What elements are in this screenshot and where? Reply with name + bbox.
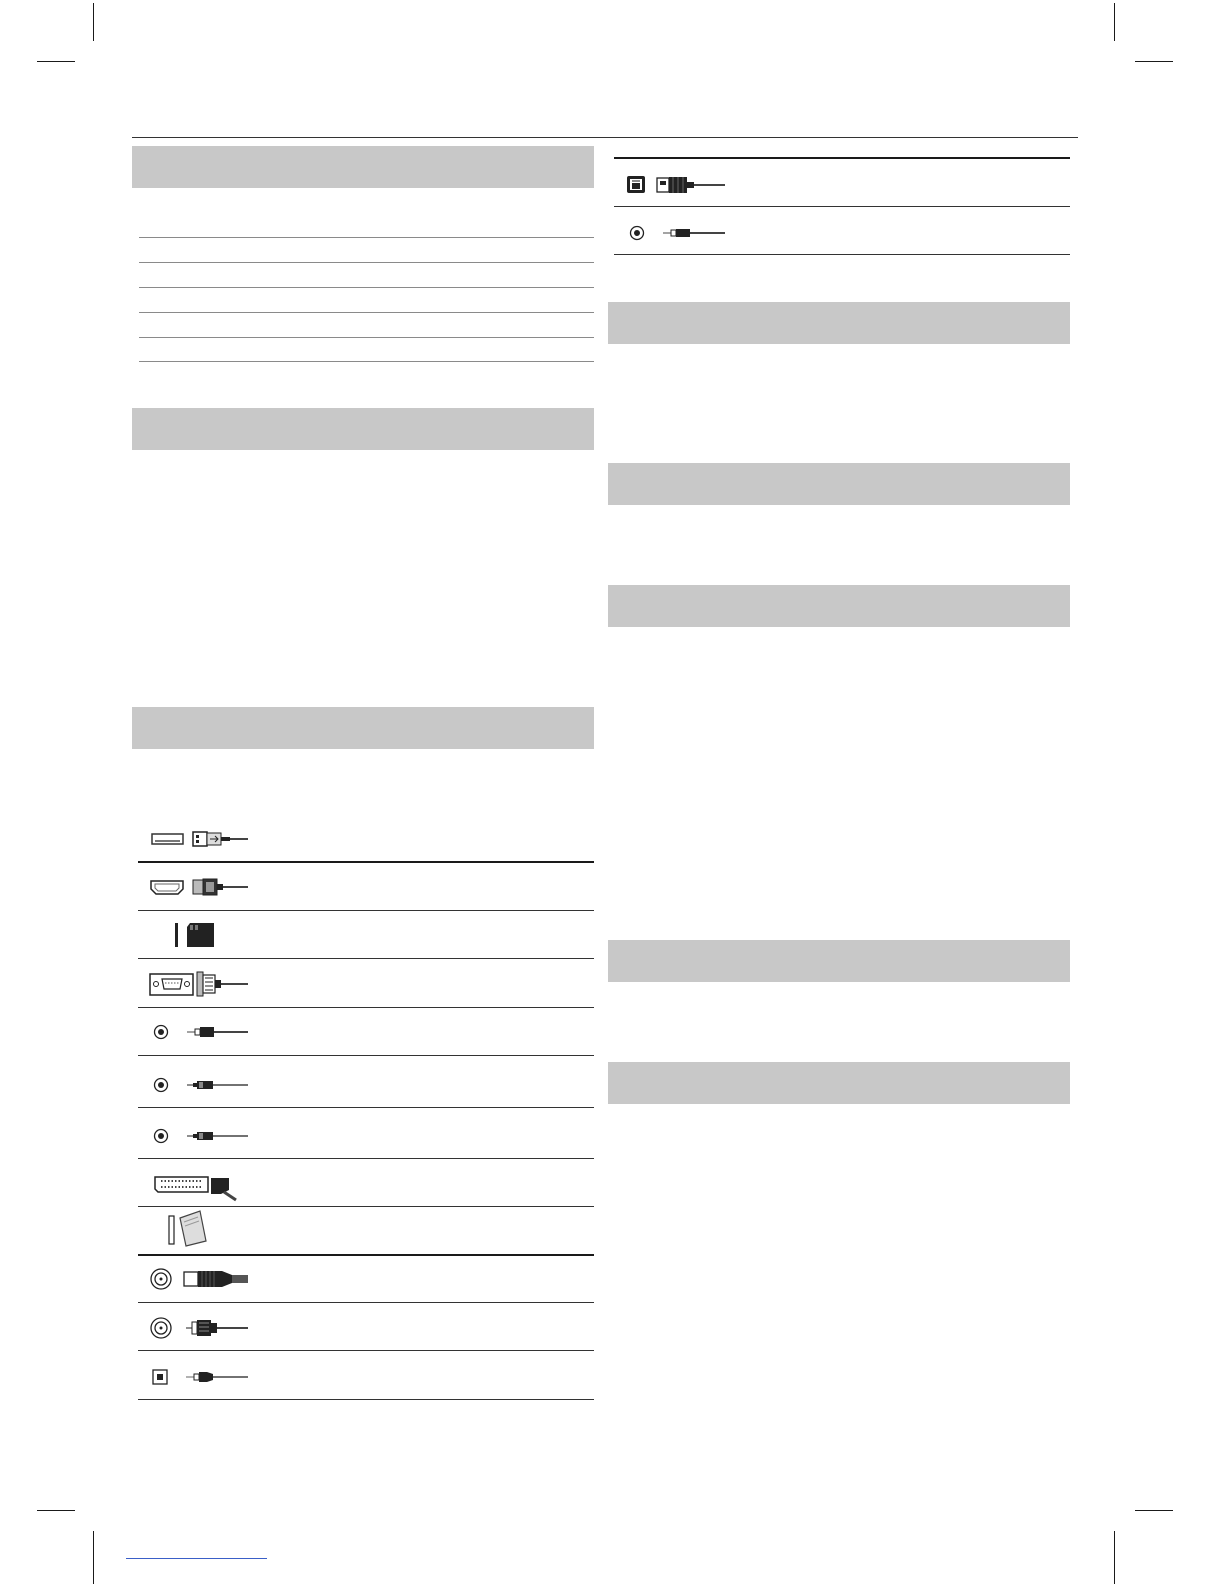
- section-bar-8: [608, 1062, 1070, 1104]
- ci-card-slot-icon: [140, 1208, 260, 1248]
- lan-ethernet-port-icon: [616, 169, 736, 201]
- spec-table-rule: [139, 312, 594, 313]
- scart-port-icon: [140, 1170, 260, 1202]
- section-bar-3: [132, 707, 594, 749]
- connections-row-rule: [138, 861, 594, 863]
- usb-port-icon: [140, 826, 260, 852]
- crop-mark-top-right-v: [1114, 3, 1115, 41]
- spec-table-rule: [139, 237, 594, 238]
- crop-mark-bottom-left-h: [37, 1510, 75, 1511]
- footer-link-underline[interactable]: [126, 1558, 267, 1559]
- sd-card-slot-icon: [140, 920, 260, 950]
- spec-table-rule: [139, 361, 594, 362]
- connections-row-rule: [138, 1007, 594, 1008]
- spec-table-rule: [139, 262, 594, 263]
- crop-mark-top-left-h: [37, 61, 75, 62]
- section-bar-7: [608, 940, 1070, 982]
- hdmi-port-icon: [140, 874, 260, 900]
- connections-row-rule: [614, 206, 1070, 207]
- crop-mark-top-right-h: [1135, 61, 1173, 62]
- connections-row-rule: [614, 157, 1070, 159]
- connections-row-rule: [138, 1158, 594, 1159]
- section-bar-6: [608, 585, 1070, 627]
- section-bar-4: [608, 302, 1070, 344]
- connections-row-rule: [138, 958, 594, 959]
- rf-antenna-port-icon: [140, 1265, 260, 1293]
- satellite-lnb-port-icon: [140, 1314, 260, 1342]
- crop-mark-bottom-right-h: [1135, 1510, 1173, 1511]
- connections-row-rule: [138, 1350, 594, 1351]
- ypbpr-jack-icon: [140, 1123, 260, 1149]
- connections-row-rule: [138, 910, 594, 911]
- connections-row-rule: [138, 1055, 594, 1056]
- crop-mark-bottom-left-v: [93, 1531, 94, 1584]
- section-bar-2: [132, 408, 594, 450]
- connections-row-rule: [138, 1206, 594, 1207]
- spec-table-rule: [139, 337, 594, 338]
- connections-row-rule: [138, 1302, 594, 1303]
- connections-row-rule: [138, 1107, 594, 1108]
- connections-row-rule: [138, 1254, 594, 1256]
- section-bar-1: [132, 146, 594, 188]
- audio-out-jack-icon: [616, 220, 736, 246]
- header-rule: [132, 137, 1078, 138]
- optical-spdif-port-icon: [140, 1364, 260, 1392]
- section-bar-5: [608, 463, 1070, 505]
- crop-mark-bottom-right-v: [1114, 1531, 1115, 1584]
- connections-row-rule: [138, 1399, 594, 1400]
- crop-mark-top-left-v: [93, 3, 94, 41]
- spec-table-rule: [139, 287, 594, 288]
- mini-av-jack-icon: [140, 1072, 260, 1098]
- headphone-jack-icon: [140, 1019, 260, 1045]
- vga-port-icon: [140, 969, 260, 999]
- connections-row-rule: [614, 254, 1070, 255]
